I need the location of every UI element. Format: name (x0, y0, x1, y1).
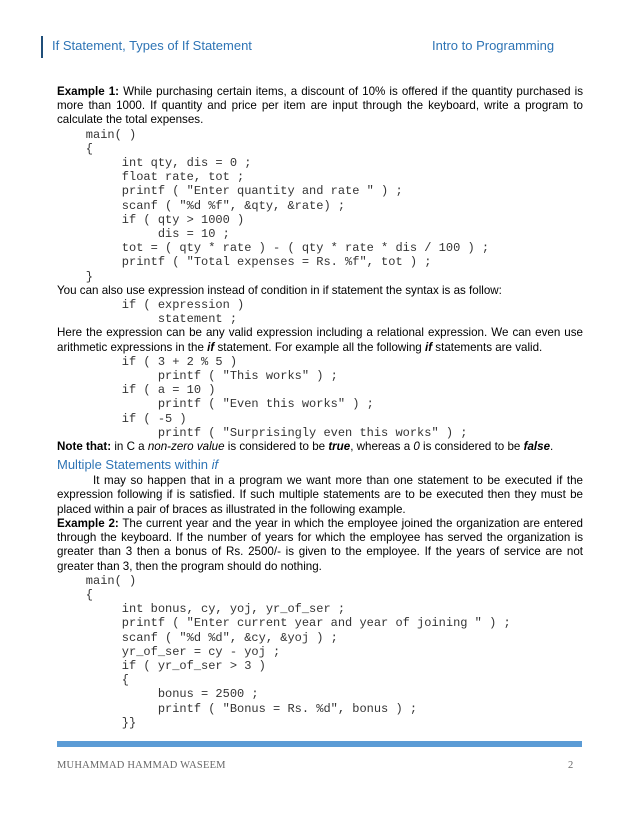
note-text-4: is considered to be (419, 440, 524, 454)
code-line: if ( expression ) (57, 298, 245, 313)
section-heading (57, 456, 583, 473)
note-text-3: , whereas a (350, 440, 414, 454)
code-line: scanf ( "%d %d", &cy, &yoj ) ; (57, 630, 338, 645)
code-line: float rate, tot ; (57, 170, 245, 185)
code-line: main( ) (57, 573, 137, 588)
code-line: { (57, 587, 94, 602)
note-text-5: . (550, 440, 554, 454)
code-line: printf ( "Enter current year and year of joining " ) ; (57, 616, 511, 631)
code-block-3 (57, 355, 583, 440)
example2-label: Example 2: (57, 516, 119, 530)
multiple-statements-paragraph: It may so happen that in a program we want more than one statement to be executed if the expression following if is satisfied. If such multiple statements are to be executed then they must be placed within a pair of braces as illustrated in the following example. (57, 474, 583, 516)
expr-if-1: if (207, 340, 215, 354)
code-line: int qty, dis = 0 ; (57, 156, 252, 171)
code-line: if ( qty > 1000 ) (57, 212, 245, 227)
code-block-2 (57, 298, 583, 326)
example2-text: The current year and the year in which the employee joined the organization are entered through the keyboard. If the number of years for which the employee has served the organization is greater than 3 then a bonus of Rs. 2500/- is given to the employee. If the years of service are not greater than 3, then the program should do nothing. (57, 516, 584, 573)
code-line: printf ( "Enter quantity and rate " ) ; (57, 184, 403, 199)
note-text-2: is considered to be (224, 440, 329, 454)
expression-explanation (57, 326, 583, 354)
code-line: if ( -5 ) (57, 411, 187, 426)
code-line: printf ( "Surprisingly even this works" ) ; (57, 425, 468, 440)
code-line: if ( 3 + 2 % 5 ) (57, 354, 238, 369)
footer-divider (57, 741, 582, 747)
expression-intro: You can also use expression instead of condition in if statement the syntax is as follow: (57, 283, 502, 297)
code-line: tot = ( qty * rate ) - ( qty * rate * dis / 100 ) ; (57, 241, 490, 256)
section-title: Multiple Statements within (57, 457, 212, 473)
code-block-4 (57, 574, 583, 730)
expr-if-2: if (424, 340, 433, 354)
example1-text: While purchasing certain items, a discount of 10% is offered if the quantity purchased is more than 1000. If quantity and price per item are input through the keyboard, write a program to calculate the total expenses. (57, 85, 583, 127)
example2-paragraph (57, 517, 583, 574)
code-line: { (57, 673, 130, 688)
code-block-1 (57, 128, 583, 284)
code-line: if ( yr_of_ser > 3 ) (57, 658, 266, 673)
code-line: scanf ( "%d %f", &qty, &rate) ; (57, 198, 346, 213)
note-text-1: in C a (111, 440, 148, 454)
header-chapter-title: If Statement, Types of If Statement (52, 38, 252, 53)
code-line: printf ( "This works" ) ; (57, 369, 338, 384)
expr-text-3: statements are valid. (432, 340, 543, 354)
example1-label: Example 1: (57, 85, 120, 98)
code-line: yr_of_ser = cy - yoj ; (57, 644, 281, 659)
example1-paragraph (57, 85, 583, 128)
code-line: printf ( "Bonus = Rs. %d", bonus ) ; (57, 701, 418, 716)
header-course-title: Intro to Programming (432, 38, 555, 53)
note-paragraph (57, 440, 583, 454)
note-label: Note that: (57, 440, 112, 454)
section-title-if: if (211, 457, 219, 473)
note-zero: 0 (413, 440, 420, 454)
code-line: statement ; (57, 312, 238, 327)
code-line: printf ( "Total expenses = Rs. %f", tot ) ; (57, 255, 432, 270)
code-line: if ( a = 10 ) (57, 383, 216, 398)
page-content (57, 85, 583, 730)
expr-text-2: statement. For example all the following (214, 340, 425, 354)
code-line: }} (57, 715, 137, 730)
header-accent-bar (41, 36, 43, 58)
page-number: 2 (568, 760, 574, 771)
code-line: { (57, 141, 94, 156)
note-nonzero: non-zero value (147, 440, 225, 454)
note-false: false (523, 440, 551, 454)
note-true: true (328, 440, 351, 454)
code-line: main( ) (57, 127, 137, 142)
expr-text-1: Here the expression can be any valid expression including a relational expression. We can even use arithmetic expressions in the (57, 326, 583, 354)
code-line: bonus = 2500 ; (57, 687, 259, 702)
code-line: } (57, 269, 94, 284)
code-line: dis = 10 ; (57, 227, 230, 242)
code-line: int bonus, cy, yoj, yr_of_ser ; (57, 602, 346, 617)
footer-author: MUHAMMAD HAMMAD WASEEM (57, 760, 226, 771)
code-line: printf ( "Even this works" ) ; (57, 397, 374, 412)
